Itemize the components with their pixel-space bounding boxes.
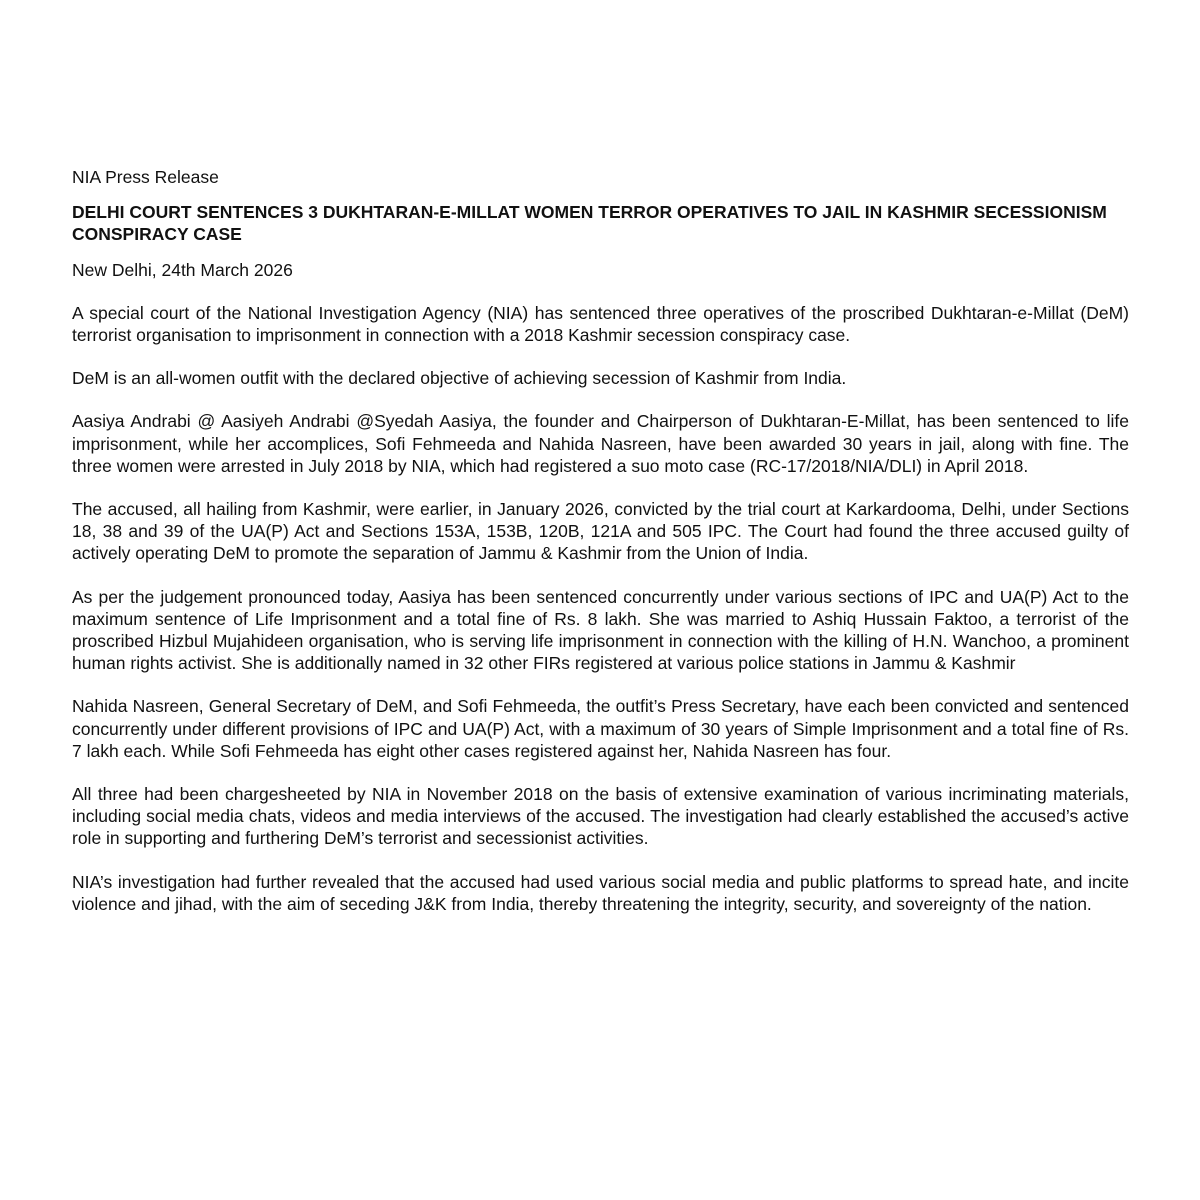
document-label: NIA Press Release xyxy=(72,167,219,187)
paragraph-accomplices: Nahida Nasreen, General Secretary of DeM, and Sofi Fehmeeda, the outfit’s Press Secretary, have each been convicted and sentenced concurrently under different provisions of IPC and UA(P) Act, with a maximum of 30 years of Simple Imprisonment and a total fine of Rs. 7 lakh each. While Sofi Fehmeeda has eight other cases registered against her, Nahida Nasreen has four. xyxy=(72,696,1129,761)
paragraph-dem-description: DeM is an all-women outfit with the declared objective of achieving secession of Kashmir from India. xyxy=(72,368,847,389)
press-release-document xyxy=(72,166,1129,915)
dateline: New Delhi, 24th March 2026 xyxy=(72,259,293,280)
paragraph-intro: A special court of the National Investigation Agency (NIA) has sentenced three operatives of the proscribed Dukhtaran-e-Millat (DeM) terrorist organisation to imprisonment in connection with a 2018 Kashmir secession conspiracy case. xyxy=(72,302,1129,346)
paragraph-investigation: NIA’s investigation had further revealed that the accused had used various social media and public platforms to spread hate, and incite violence and jihad, with the aim of seceding J&K from India, thereby threatening the integrity, security, and sovereignty of the nation. xyxy=(72,871,1129,914)
paragraph-conviction: The accused, all hailing from Kashmir, were earlier, in January 2026, convicted by the trial court at Karkardooma, Delhi, under Sections 18, 38 and 39 of the UA(P) Act and Sections 153A, 153B, 120B, 121A and 505 IPC. The Court had found the three accused guilty of actively operating DeM to promote the separation of Jammu & Kashmir from the Union of India. xyxy=(72,499,1129,564)
paragraph-chargesheet: All three had been chargesheeted by NIA in November 2018 on the basis of extensive examination of various incriminating materials, including social media chats, videos and media interviews of the accused. The investigation had clearly established the accused’s active role in supporting and furthering DeM’s terrorist and secessionist activities. xyxy=(72,784,1129,849)
paragraph-sentences: Aasiya Andrabi @ Aasiyeh Andrabi @Syedah Aasiya, the founder and Chairperson of Dukhtaran-E-Millat, has been sentenced to life imprisonment, while her accomplices, Sofi Fehmeeda and Nahida Nasreen, have been awarded 30 years in jail, along with fine. The three women were arrested in July 2018 by NIA, which had registered a suo moto case (RC-17/2018/NIA/DLI) in April 2018. xyxy=(72,411,1129,476)
paragraph-aasiya-judgement: As per the judgement pronounced today, Aasiya has been sentenced concurrently under various sections of IPC and UA(P) Act to the maximum sentence of Life Imprisonment and a total fine of Rs. 8 lakh. She was married to Ashiq Hussain Faktoo, a terrorist of the proscribed Hizbul Mujahideen organisation, who is serving life imprisonment in connection with the killing of H.N. Wanchoo, a prominent human rights activist. She is additionally named in 32 other FIRs registered at various police stations in Jammu & Kashmir xyxy=(72,586,1129,674)
page-title: DELHI COURT SENTENCES 3 DUKHTARAN-E-MILLAT WOMEN TERROR OPERATIVES TO JAIL IN KASHMIR SECESSIONISM CONSPIRACY CASE xyxy=(72,202,1107,245)
